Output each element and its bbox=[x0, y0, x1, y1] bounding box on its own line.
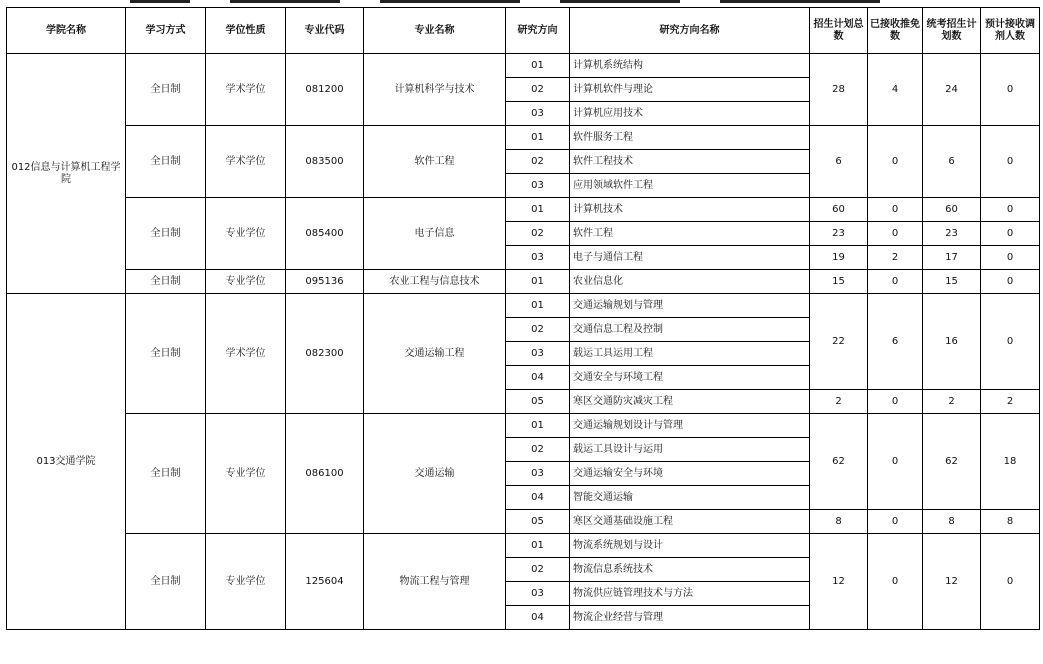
direction-name: 应用领域软件工程 bbox=[570, 174, 810, 198]
plan-total: 60 bbox=[810, 198, 868, 222]
direction-code: 05 bbox=[506, 510, 570, 534]
major-name: 计算机科学与技术 bbox=[364, 54, 506, 126]
direction-code: 03 bbox=[506, 462, 570, 486]
exempt-count: 0 bbox=[868, 270, 923, 294]
header-row bbox=[7, 8, 1040, 54]
degree-type: 专业学位 bbox=[206, 534, 286, 630]
major-name: 物流工程与管理 bbox=[364, 534, 506, 630]
exempt-count: 2 bbox=[868, 246, 923, 270]
major-code: 085400 bbox=[286, 198, 364, 270]
direction-code: 04 bbox=[506, 366, 570, 390]
transfer-count: 0 bbox=[981, 534, 1040, 630]
direction-code: 01 bbox=[506, 414, 570, 438]
plan-total: 15 bbox=[810, 270, 868, 294]
header-plan-total: 招生计划总数 bbox=[810, 8, 868, 54]
study-mode: 全日制 bbox=[126, 126, 206, 198]
plan-total: 12 bbox=[810, 534, 868, 630]
major-name: 电子信息 bbox=[364, 198, 506, 270]
direction-name: 载运工具运用工程 bbox=[570, 342, 810, 366]
header-mode: 学习方式 bbox=[126, 8, 206, 54]
table-row bbox=[7, 414, 1040, 438]
study-mode: 全日制 bbox=[126, 414, 206, 534]
exam-plan: 17 bbox=[923, 246, 981, 270]
major-code: 081200 bbox=[286, 54, 364, 126]
header-degree: 学位性质 bbox=[206, 8, 286, 54]
direction-name: 电子与通信工程 bbox=[570, 246, 810, 270]
direction-name: 软件工程技术 bbox=[570, 150, 810, 174]
direction-name: 软件工程 bbox=[570, 222, 810, 246]
direction-code: 01 bbox=[506, 294, 570, 318]
exempt-count: 6 bbox=[868, 294, 923, 390]
direction-name: 交通运输规划设计与管理 bbox=[570, 414, 810, 438]
direction-code: 03 bbox=[506, 174, 570, 198]
direction-name: 计算机软件与理论 bbox=[570, 78, 810, 102]
direction-name: 交通运输规划与管理 bbox=[570, 294, 810, 318]
exam-plan: 16 bbox=[923, 294, 981, 390]
direction-code: 01 bbox=[506, 198, 570, 222]
exempt-count: 0 bbox=[868, 510, 923, 534]
plan-total: 62 bbox=[810, 414, 868, 510]
direction-name: 寒区交通基础设施工程 bbox=[570, 510, 810, 534]
direction-code: 03 bbox=[506, 582, 570, 606]
direction-name: 寒区交通防灾减灾工程 bbox=[570, 390, 810, 414]
transfer-count: 18 bbox=[981, 414, 1040, 510]
exam-plan: 8 bbox=[923, 510, 981, 534]
header-dir-code: 研究方向 bbox=[506, 8, 570, 54]
study-mode: 全日制 bbox=[126, 294, 206, 414]
direction-code: 02 bbox=[506, 150, 570, 174]
direction-code: 04 bbox=[506, 486, 570, 510]
direction-code: 02 bbox=[506, 222, 570, 246]
exam-plan: 6 bbox=[923, 126, 981, 198]
major-name: 农业工程与信息技术 bbox=[364, 270, 506, 294]
exam-plan: 24 bbox=[923, 54, 981, 126]
direction-name: 交通安全与环境工程 bbox=[570, 366, 810, 390]
direction-name: 交通信息工程及控制 bbox=[570, 318, 810, 342]
direction-name: 计算机应用技术 bbox=[570, 102, 810, 126]
plan-total: 23 bbox=[810, 222, 868, 246]
exam-plan: 2 bbox=[923, 390, 981, 414]
direction-code: 01 bbox=[506, 126, 570, 150]
table-row bbox=[7, 270, 1040, 294]
exempt-count: 0 bbox=[868, 222, 923, 246]
direction-code: 02 bbox=[506, 438, 570, 462]
table-row bbox=[7, 54, 1040, 78]
header-college: 学院名称 bbox=[7, 8, 126, 54]
transfer-count: 0 bbox=[981, 246, 1040, 270]
direction-code: 01 bbox=[506, 534, 570, 558]
degree-type: 专业学位 bbox=[206, 270, 286, 294]
degree-type: 学术学位 bbox=[206, 54, 286, 126]
exempt-count: 0 bbox=[868, 534, 923, 630]
major-code: 083500 bbox=[286, 126, 364, 198]
header-code: 专业代码 bbox=[286, 8, 364, 54]
clipped-text-strip bbox=[0, 0, 1043, 6]
plan-total: 8 bbox=[810, 510, 868, 534]
transfer-count: 0 bbox=[981, 54, 1040, 126]
study-mode: 全日制 bbox=[126, 270, 206, 294]
transfer-count: 0 bbox=[981, 222, 1040, 246]
degree-type: 专业学位 bbox=[206, 414, 286, 534]
header-dir-name: 研究方向名称 bbox=[570, 8, 810, 54]
plan-total: 6 bbox=[810, 126, 868, 198]
direction-code: 02 bbox=[506, 318, 570, 342]
direction-code: 01 bbox=[506, 54, 570, 78]
exam-plan: 62 bbox=[923, 414, 981, 510]
study-mode: 全日制 bbox=[126, 54, 206, 126]
major-code: 125604 bbox=[286, 534, 364, 630]
plan-total: 19 bbox=[810, 246, 868, 270]
direction-code: 01 bbox=[506, 270, 570, 294]
transfer-count: 2 bbox=[981, 390, 1040, 414]
enrollment-table bbox=[6, 7, 1040, 630]
exam-plan: 15 bbox=[923, 270, 981, 294]
table-row bbox=[7, 534, 1040, 558]
direction-name: 交通运输安全与环境 bbox=[570, 462, 810, 486]
direction-name: 物流系统规划与设计 bbox=[570, 534, 810, 558]
direction-code: 03 bbox=[506, 246, 570, 270]
transfer-count: 8 bbox=[981, 510, 1040, 534]
direction-name: 物流企业经营与管理 bbox=[570, 606, 810, 630]
plan-total: 28 bbox=[810, 54, 868, 126]
major-name: 软件工程 bbox=[364, 126, 506, 198]
exempt-count: 0 bbox=[868, 414, 923, 510]
table-row bbox=[7, 198, 1040, 222]
major-name: 交通运输 bbox=[364, 414, 506, 534]
transfer-count: 0 bbox=[981, 294, 1040, 390]
table-row bbox=[7, 294, 1040, 318]
exempt-count: 0 bbox=[868, 126, 923, 198]
plan-total: 2 bbox=[810, 390, 868, 414]
major-code: 082300 bbox=[286, 294, 364, 414]
exam-plan: 23 bbox=[923, 222, 981, 246]
direction-code: 03 bbox=[506, 342, 570, 366]
major-code: 086100 bbox=[286, 414, 364, 534]
study-mode: 全日制 bbox=[126, 534, 206, 630]
direction-name: 智能交通运输 bbox=[570, 486, 810, 510]
exempt-count: 0 bbox=[868, 390, 923, 414]
exam-plan: 12 bbox=[923, 534, 981, 630]
direction-code: 05 bbox=[506, 390, 570, 414]
major-code: 095136 bbox=[286, 270, 364, 294]
transfer-count: 0 bbox=[981, 198, 1040, 222]
table-row bbox=[7, 126, 1040, 150]
direction-name: 计算机系统结构 bbox=[570, 54, 810, 78]
exempt-count: 0 bbox=[868, 198, 923, 222]
table-body bbox=[7, 54, 1040, 630]
header-exam-plan: 统考招生计划数 bbox=[923, 8, 981, 54]
degree-type: 专业学位 bbox=[206, 198, 286, 270]
direction-name: 计算机技术 bbox=[570, 198, 810, 222]
header-exempt: 已接收推免数 bbox=[868, 8, 923, 54]
plan-total: 22 bbox=[810, 294, 868, 390]
college-name: 013交通学院 bbox=[7, 294, 126, 630]
direction-name: 物流信息系统技术 bbox=[570, 558, 810, 582]
direction-code: 02 bbox=[506, 78, 570, 102]
direction-name: 载运工具设计与运用 bbox=[570, 438, 810, 462]
exam-plan: 60 bbox=[923, 198, 981, 222]
header-major: 专业名称 bbox=[364, 8, 506, 54]
degree-type: 学术学位 bbox=[206, 294, 286, 414]
degree-type: 学术学位 bbox=[206, 126, 286, 198]
exempt-count: 4 bbox=[868, 54, 923, 126]
direction-name: 物流供应链管理技术与方法 bbox=[570, 582, 810, 606]
direction-name: 农业信息化 bbox=[570, 270, 810, 294]
direction-code: 04 bbox=[506, 606, 570, 630]
transfer-count: 0 bbox=[981, 126, 1040, 198]
direction-code: 03 bbox=[506, 102, 570, 126]
transfer-count: 0 bbox=[981, 270, 1040, 294]
major-name: 交通运输工程 bbox=[364, 294, 506, 414]
study-mode: 全日制 bbox=[126, 198, 206, 270]
college-name: 012信息与计算机工程学院 bbox=[7, 54, 126, 294]
direction-code: 02 bbox=[506, 558, 570, 582]
header-transfer: 预计接收调剂人数 bbox=[981, 8, 1040, 54]
direction-name: 软件服务工程 bbox=[570, 126, 810, 150]
